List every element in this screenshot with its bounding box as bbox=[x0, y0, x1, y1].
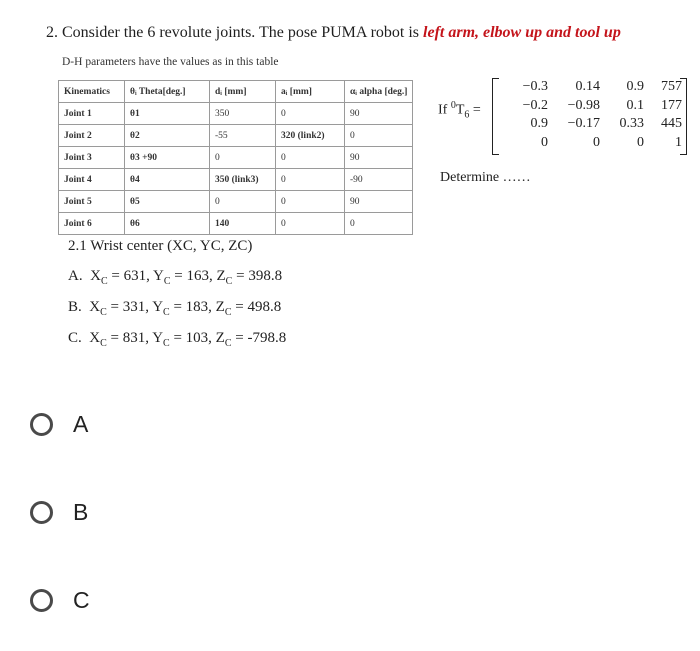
theta-cell: θ2 bbox=[125, 125, 210, 147]
matrix-cell: 0.14 bbox=[575, 79, 600, 94]
radio-b-icon[interactable] bbox=[30, 501, 53, 524]
matrix-label bbox=[438, 100, 481, 120]
joint-name: Joint 4 bbox=[59, 169, 125, 191]
matrix-label-if: If bbox=[438, 102, 451, 118]
a-cell: 320 (link2) bbox=[276, 125, 345, 147]
choice-a[interactable] bbox=[30, 411, 88, 438]
matrix-cell: −0.2 bbox=[522, 97, 548, 113]
option-a-text: A. $X_C = 631$, $Y_C = 163$, $Z_C = 398.8$ bbox=[68, 268, 283, 287]
table-row bbox=[59, 125, 413, 147]
matrix-cell: 0 bbox=[541, 134, 548, 150]
joint-name: Joint 1 bbox=[59, 103, 125, 125]
theta-cell: θ5 bbox=[125, 191, 210, 213]
a-cell: 0 bbox=[276, 169, 345, 191]
alpha-cell: 90 bbox=[345, 103, 413, 125]
choice-b[interactable] bbox=[30, 499, 88, 526]
a-cell: 0 bbox=[276, 213, 345, 235]
matrix-cell: 0.1 bbox=[626, 97, 644, 113]
a-cell: 0 bbox=[276, 191, 345, 213]
d-cell: 350 bbox=[210, 103, 276, 125]
question-highlight: left arm, elbow up and tool up bbox=[423, 24, 621, 41]
option-z: 398.8 bbox=[248, 268, 283, 284]
header-kinematics: Kinematics bbox=[59, 81, 125, 103]
dh-table-caption: D-H parameters have the values as in this table bbox=[62, 56, 279, 68]
d-cell: 0 bbox=[210, 147, 276, 169]
table-row bbox=[59, 213, 413, 235]
matrix-cell: 757 bbox=[661, 79, 682, 94]
a-cell: 0 bbox=[276, 147, 345, 169]
option-y: 103 bbox=[185, 330, 209, 346]
option-letter: A. bbox=[68, 268, 83, 284]
header-d: dᵢ [mm] bbox=[210, 81, 276, 103]
table-row bbox=[59, 191, 413, 213]
option-x: 331 bbox=[122, 299, 146, 315]
alpha-cell: 90 bbox=[345, 147, 413, 169]
radio-a-icon[interactable] bbox=[30, 413, 53, 436]
option-b-text: B. $X_C = 331$, $Y_C = 183$, $Z_C = 498.8$ bbox=[68, 299, 282, 318]
alpha-cell: -90 bbox=[345, 169, 413, 191]
option-letter: B. bbox=[68, 299, 82, 315]
table-row bbox=[59, 147, 413, 169]
theta-cell: θ4 bbox=[125, 169, 210, 191]
d-cell: 350 (link3) bbox=[210, 169, 276, 191]
choice-c[interactable] bbox=[30, 587, 90, 614]
matrix-label-sub: 6 bbox=[464, 109, 470, 121]
d-cell: -55 bbox=[210, 125, 276, 147]
matrix-cell: 445 bbox=[661, 116, 682, 131]
alpha-cell: 90 bbox=[345, 191, 413, 213]
alpha-cell: 0 bbox=[345, 125, 413, 147]
matrix-cell: −0.98 bbox=[567, 97, 600, 113]
joint-name: Joint 2 bbox=[59, 125, 125, 147]
matrix-label-t: T bbox=[455, 102, 465, 118]
table-header-row bbox=[59, 81, 413, 103]
choice-a-label: A bbox=[73, 411, 89, 437]
d-cell: 140 bbox=[210, 213, 276, 235]
option-z: -798.8 bbox=[247, 330, 287, 346]
transform-matrix bbox=[498, 78, 682, 152]
sub-question: 2.1 Wrist center (XC, YC, ZC) bbox=[68, 238, 253, 254]
header-theta: θᵢ Theta[deg.] bbox=[125, 81, 210, 103]
dh-parameter-table bbox=[58, 80, 413, 235]
option-x: 831 bbox=[122, 330, 146, 346]
determine-text: Determine …… bbox=[440, 170, 531, 185]
option-letter: C. bbox=[68, 330, 82, 346]
joint-name: Joint 5 bbox=[59, 191, 125, 213]
alpha-cell: 0 bbox=[345, 213, 413, 235]
matrix-cell: 0 bbox=[637, 134, 644, 150]
matrix-cell: 0 bbox=[593, 134, 600, 150]
option-y: 163 bbox=[186, 268, 209, 284]
matrix-cell: 1 bbox=[675, 134, 682, 150]
matrix-cell: 0.9 bbox=[626, 79, 644, 94]
option-c-text: C. $X_C = 831$, $Y_C = 103$, $Z_C = -798.8$ bbox=[68, 330, 287, 349]
theta-cell: θ3 +90 bbox=[125, 147, 210, 169]
matrix-cell: −0.3 bbox=[522, 79, 548, 94]
matrix-label-sup: 0 bbox=[450, 100, 456, 111]
question-text bbox=[46, 24, 621, 42]
option-z: 498.8 bbox=[247, 299, 282, 315]
option-y: 183 bbox=[185, 299, 209, 315]
header-a: aᵢ [mm] bbox=[276, 81, 345, 103]
matrix-cell: 0.9 bbox=[530, 116, 548, 131]
radio-c-icon[interactable] bbox=[30, 589, 53, 612]
choice-c-label: C bbox=[73, 587, 90, 613]
d-cell: 0 bbox=[210, 191, 276, 213]
matrix-cell: 177 bbox=[661, 97, 682, 113]
table-row bbox=[59, 169, 413, 191]
a-cell: 0 bbox=[276, 103, 345, 125]
theta-cell: θ6 bbox=[125, 213, 210, 235]
question-plain: 2. Consider the 6 revolute joints. The pose PUMA robot is bbox=[46, 24, 424, 41]
option-x: 631 bbox=[123, 268, 147, 284]
matrix-cell: 0.33 bbox=[619, 116, 644, 131]
choice-b-label: B bbox=[73, 499, 89, 525]
joint-name: Joint 6 bbox=[59, 213, 125, 235]
joint-name: Joint 3 bbox=[59, 147, 125, 169]
table-row bbox=[59, 103, 413, 125]
header-alpha: αᵢ alpha [deg.] bbox=[345, 81, 413, 103]
matrix-label-eq: = bbox=[469, 102, 481, 118]
theta-cell: θ1 bbox=[125, 103, 210, 125]
matrix-cell: −0.17 bbox=[567, 116, 600, 131]
